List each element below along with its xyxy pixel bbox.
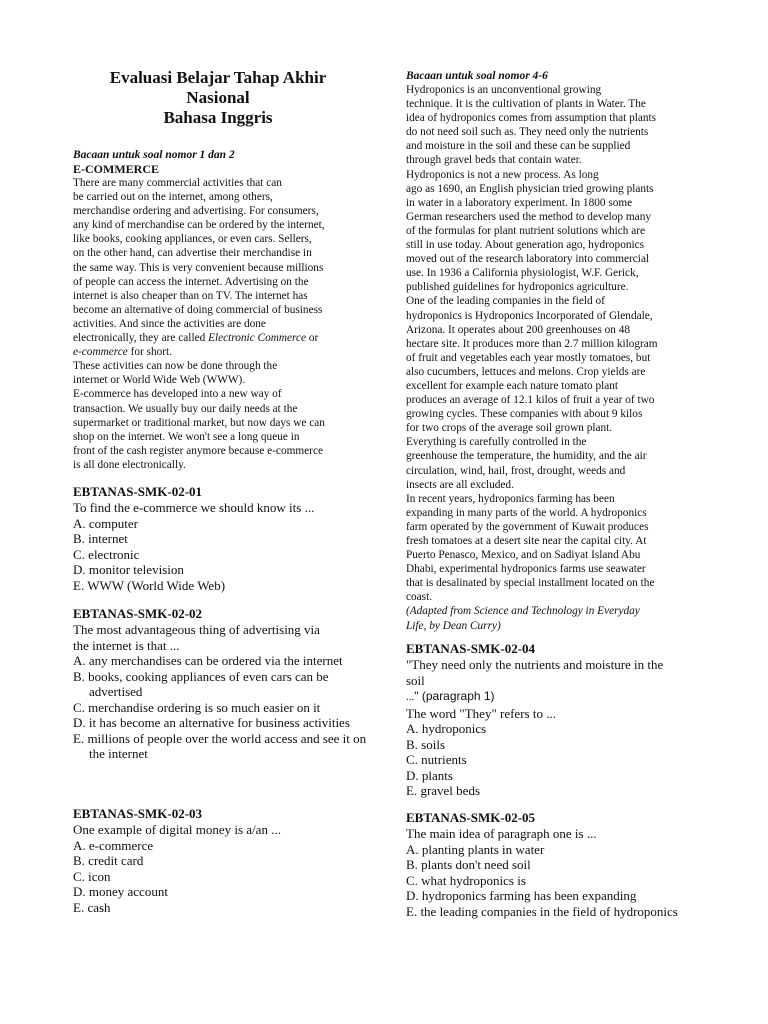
passage-line: Arizona. It operates about 200 greenhouses on 48 [406,323,630,336]
passage-line: E-commerce has developed into a new way of [73,388,282,401]
passage-line: any kind of merchandise can be ordered by the internet, [73,219,325,232]
passage-line: also cucumbers, lettuces and melons. Crop yields are [406,365,646,378]
answer-option-a: A. planting plants in water [406,841,545,857]
passage-line: technique. It is the cultivation of plants in Water. The [406,98,646,111]
answer-options [73,653,373,762]
passage-line: Everything is carefully controlled in the [406,436,587,449]
source-credit: Life, by Dean Curry) [406,619,501,632]
answer-option-c: C. electronic [73,546,140,562]
title-line-2: Nasional [186,88,250,107]
passage-line: electronically, they are called Electronic Commerce or [73,332,319,345]
question-stem: "They need only the nutrients and moisture in the soil ..." (paragraph 1) The word "They" refers to ... [406,657,664,721]
page-title [73,68,363,128]
reading-label: Bacaan untuk soal nomor 4-6 [406,70,548,82]
passage-line: These activities can now be done through the [73,360,278,373]
passage-line: on the other hand, can advertise their merchandise in [73,247,312,260]
passage-line: for two crops of the average soil grown plant. [406,422,613,435]
answer-option-c: C. what hydroponics is [406,872,526,888]
passage-line: coast. [406,591,433,604]
answer-option-b: B. credit card [73,853,144,868]
passage-line: growing cycles. These companies with about 9 kilos [406,408,643,421]
answer-option-b: B. soils [406,736,446,752]
answer-option-d: D. hydroponics farming has been expanding [406,888,637,903]
answer-option-e: E. WWW (World Wide Web) [73,577,226,593]
passage-line: circulation, wind, hail, frost, drought, weeds and [406,464,626,477]
answer-options [406,721,706,799]
passage-line: Dhabi, experimental hydroponics farms use seawater [406,563,646,576]
question-code: EBTANAS-SMK-02-04 [406,641,536,656]
passage-text [73,176,373,472]
passage-line: Puerto Penasco, Mexico, and on Sadiyat Island Abu [406,549,641,562]
question-stem: One example of digital money is a/an ... [73,822,281,837]
question-code: EBTANAS-SMK-02-05 [406,810,536,825]
passage-line: still in use today. About generation ago, hydroponics [406,239,645,252]
passage-line: There are many commercial activities that can [73,177,282,189]
passage-line: Hydroponics is not a new process. As long [406,168,599,181]
passage-line: and moisture in the soil and these can be supplied [406,140,631,153]
answer-option-b: B. internet [73,531,128,546]
answer-option-a: A. any merchandises can be ordered via the internet [73,653,343,668]
source-credit: (Adapted from Science and Technology in Everyday [406,605,640,618]
answer-options [73,516,373,594]
question-04 [406,641,706,799]
passage-line: idea of hydroponics comes from assumption that plants [406,112,657,125]
answer-option-e: E. the leading companies in the field of hydroponics [406,903,678,919]
passage-line: activities. And since the activities are done [73,317,266,330]
passage-line: supermarket or traditional market, but now days we can [73,416,325,429]
passage-line: ago as 1690, an English physician tried growing plants [406,182,654,195]
answer-option-d: D. it has become an alternative for business activities [73,715,350,730]
answer-option-a: A. e-commerce [73,837,154,853]
answer-option-d: D. plants [406,767,453,783]
passage-line: that is desalinated by special installment located on the [406,577,655,590]
answer-option-e: E. millions of people over the world access and see it on the internet [73,730,367,761]
question-02 [73,606,373,762]
passage-line: German researchers used the method to develop many [406,210,651,223]
passage-line: internet or World Wide Web (WWW). [73,374,246,387]
passage-line: published guidelines for hydroponics agriculture. [406,281,629,294]
passage-line: become an alternative of doing commercial of business [73,303,323,316]
passage-line: of fruit and vegetables each year mostly tomatoes, but [406,351,651,364]
question-code: EBTANAS-SMK-02-01 [73,484,203,499]
answer-options [406,842,706,920]
passage-line: hectare site. It produces more than 2.7 million kilogram [406,337,658,350]
passage-line: fresh tomatoes at a desert site near the capital city. At [406,535,647,547]
passage-line: use. In 1936 a California physiologist, W.F. Gerick, [406,267,639,280]
passage-line: merchandise ordering and advertising. For consumers, [73,205,319,218]
answer-option-d: D. money account [73,884,168,899]
question-stem: The main idea of paragraph one is ... [406,826,597,841]
question-05 [406,810,706,919]
answer-option-b: B. books, cooking appliances of even cars can be advertised [73,668,329,699]
reading-heading: E-COMMERCE [73,162,159,176]
passage-line: greenhouse the temperature, the humidity, and the air [406,450,647,463]
question-code: EBTANAS-SMK-02-02 [73,606,203,621]
passage-line: of people can access the internet. Advertising on the [73,275,309,288]
answer-option-c: C. nutrients [406,752,467,767]
title-line-1: Evaluasi Belajar Tahap Akhir [109,68,327,87]
answer-options [73,838,373,916]
passage-line: moved out of the research laboratory into commercial [406,253,650,266]
reading-passage-1 [73,148,373,472]
passage-line: One of the leading companies in the field of [406,295,605,308]
answer-option-d: D. monitor television [73,562,184,577]
answer-option-a: A. hydroponics [406,721,487,736]
passage-line: transaction. We usually buy our daily needs at the [73,402,298,415]
question-03 [73,806,373,915]
answer-option-c: C. merchandise ordering is so much easier on it [73,699,321,715]
question-code: EBTANAS-SMK-02-03 [73,806,203,821]
passage-line: of the formulas for plant nutrient solutions which are [406,224,646,237]
passage-line: internet is also cheaper than on TV. The internet has [73,289,308,302]
passage-line: excellent for example each nature tomato plant [406,379,619,392]
question-stem: To find the e-commerce we should know its ... [73,500,315,515]
passage-line: do not need soil such as. They need only the nutrients [406,126,649,139]
reading-passage-2 [406,69,706,633]
passage-line: front of the cash register anymore because e-commerce [73,444,323,457]
passage-line: is all done electronically. [73,458,186,471]
passage-line: hydroponics is Hydroponics Incorporated of Glendale, [406,309,653,322]
answer-option-c: C. icon [73,868,111,884]
answer-option-b: B. plants don't need soil [406,857,531,872]
passage-text [406,83,706,633]
passage-line: shop on the internet. We won't see a long queue in [73,430,300,443]
passage-line: farm operated by the government of Kuwait produces [406,520,649,533]
question-01 [73,484,373,593]
passage-line: insects are all excluded. [406,478,514,491]
passage-line: like books, cooking appliances, or even cars. Sellers, [73,233,312,246]
question-stem: The most advantageous thing of advertising via the internet is that ... [73,622,320,653]
passage-line: Hydroponics is an unconventional growing [406,84,602,96]
reading-label: Bacaan untuk soal nomor 1 dan 2 [73,149,235,161]
answer-option-e: E. gravel beds [406,783,481,798]
passage-line: in water in a laboratory experiment. In 1800 some [406,196,633,209]
passage-line: e-commerce for short. [73,346,173,359]
passage-line: through gravel beds that contain water. [406,154,582,167]
passage-line: In recent years, hydroponics farming has been [406,492,615,505]
answer-option-e: E. cash [73,899,111,915]
answer-option-a: A. computer [73,515,138,531]
title-line-3: Bahasa Inggris [163,108,273,127]
passage-line: expanding in many parts of the world. A hydroponics [406,506,647,519]
passage-line: be carried out on the internet, among others, [73,191,273,204]
passage-line: the same way. This is very convenient because millions [73,261,324,274]
passage-line: produces an average of 12.1 kilos of fruit a year of two [406,394,655,407]
